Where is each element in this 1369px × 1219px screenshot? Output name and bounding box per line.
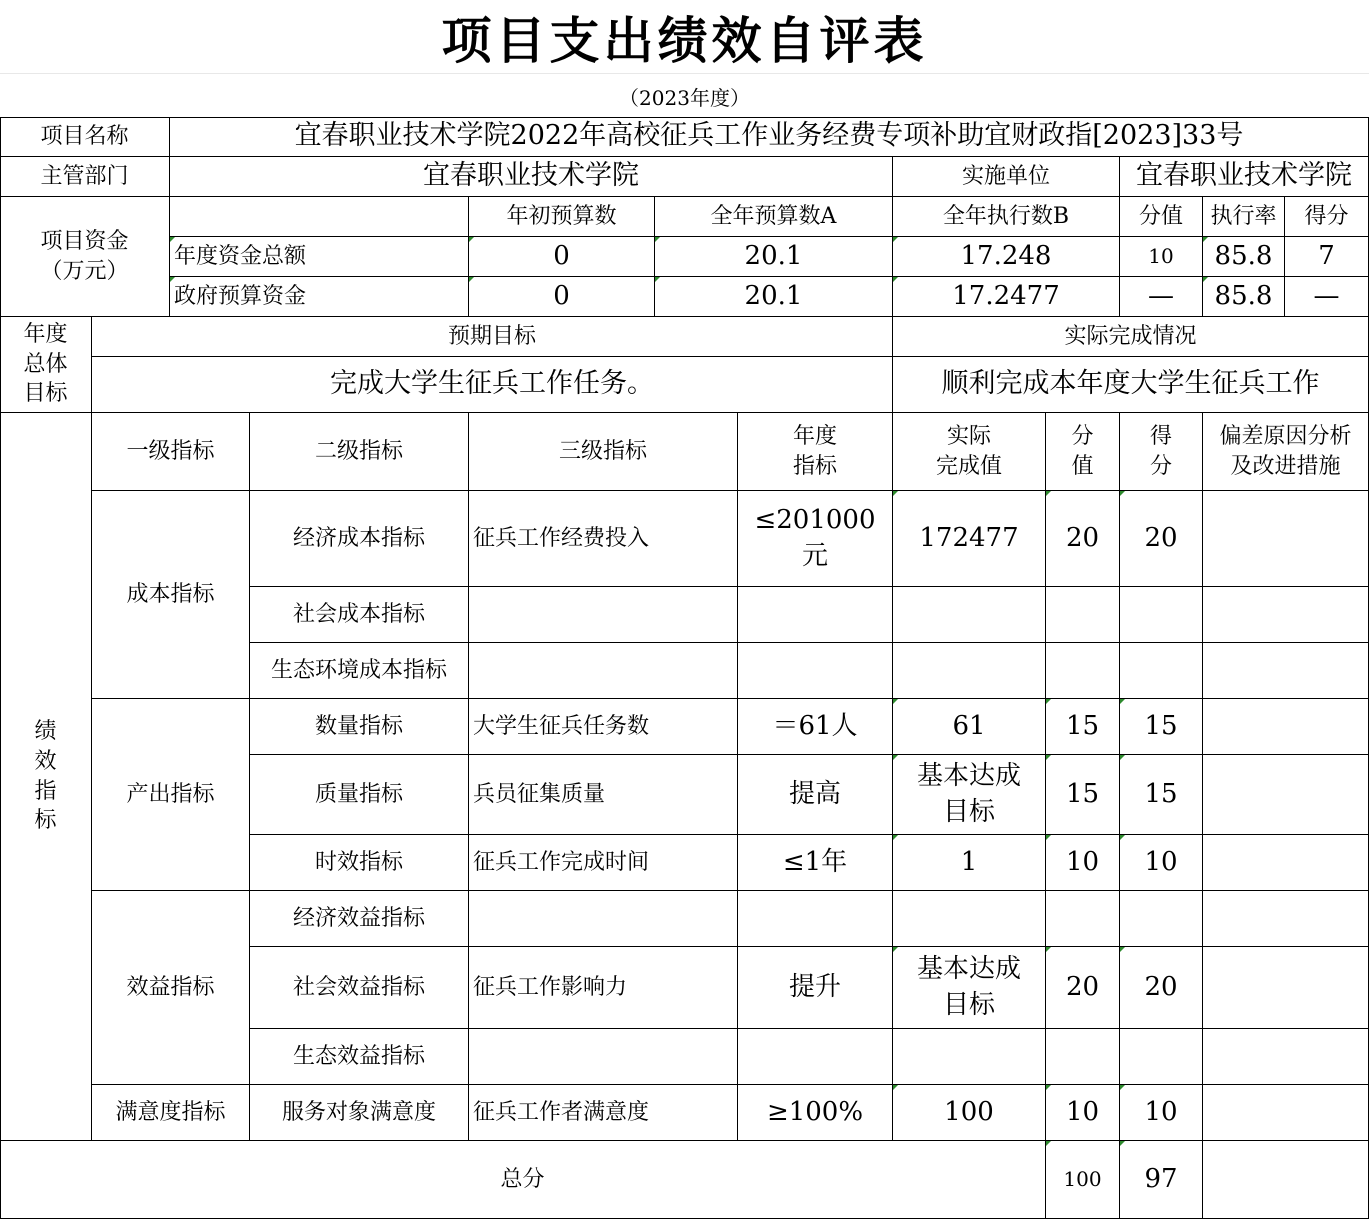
impl-unit-value: 宜春职业技术学院: [1120, 157, 1369, 197]
actual-value: [893, 643, 1046, 699]
annual-target: ＝61人: [738, 699, 893, 755]
total-label: 总分: [0, 1141, 1046, 1219]
actual-label: 实际完成情况: [893, 317, 1369, 357]
funds-rate: 85.8: [1203, 237, 1285, 277]
indicator-header: 得 分: [1120, 413, 1203, 491]
funds-row-label: 政府预算资金: [170, 277, 469, 317]
actual-value: [893, 587, 1046, 643]
funds-executed: 17.248: [893, 237, 1120, 277]
level1-indicator: 产出指标: [92, 699, 250, 891]
level2-indicator: 质量指标: [250, 755, 469, 835]
deviation-note: [1203, 755, 1369, 835]
level1-indicator: 效益指标: [92, 891, 250, 1085]
deviation-note: [1203, 643, 1369, 699]
score-value: 10: [1120, 835, 1203, 891]
annual-target: ≥100%: [738, 1085, 893, 1141]
annual-goal-label: 年度 总体 目标: [0, 317, 92, 413]
funds-executed: 17.2477: [893, 277, 1120, 317]
level1-indicator: 成本指标: [92, 491, 250, 699]
dept-value: 宜春职业技术学院: [170, 157, 893, 197]
level3-indicator: [469, 1029, 738, 1085]
weight-value: 15: [1046, 699, 1120, 755]
funds-rate: 85.8: [1203, 277, 1285, 317]
annual-target: ≤1年: [738, 835, 893, 891]
actual-value: 61: [893, 699, 1046, 755]
funds-header: 年初预算数: [469, 197, 655, 237]
funds-budget: 20.1: [655, 277, 893, 317]
level2-indicator: 生态环境成本指标: [250, 643, 469, 699]
deviation-note: [1203, 1085, 1369, 1141]
funds-header: 执行率: [1203, 197, 1285, 237]
funds-initial: 0: [469, 277, 655, 317]
level3-indicator: 征兵工作影响力: [469, 947, 738, 1029]
deviation-note: [1203, 699, 1369, 755]
indicator-header: 偏差原因分析 及改进措施: [1203, 413, 1369, 491]
weight-value: [1046, 1029, 1120, 1085]
level2-indicator: 社会效益指标: [250, 947, 469, 1029]
weight-value: [1046, 643, 1120, 699]
funds-label: 项目资金 （万元）: [0, 197, 170, 317]
weight-value: 15: [1046, 755, 1120, 835]
annual-target: 提升: [738, 947, 893, 1029]
level3-indicator: 征兵工作完成时间: [469, 835, 738, 891]
annual-target: [738, 643, 893, 699]
score-value: [1120, 643, 1203, 699]
funds-header: 全年执行数B: [893, 197, 1120, 237]
total-score: 97: [1120, 1141, 1203, 1219]
year-label: （2023年度）: [0, 73, 1369, 118]
funds-score: —: [1285, 277, 1369, 317]
funds-weight: 10: [1120, 237, 1203, 277]
score-value: [1120, 1029, 1203, 1085]
project-name-value: 宜春职业技术学院2022年高校征兵工作业务经费专项补助宜财政指[2023]33号: [170, 117, 1369, 157]
level1-indicator: 满意度指标: [92, 1085, 250, 1141]
indicator-header: 三级指标: [469, 413, 738, 491]
impl-unit-label: 实施单位: [893, 157, 1120, 197]
deviation-note: [1203, 1029, 1369, 1085]
funds-weight: —: [1120, 277, 1203, 317]
funds-header: 分值: [1120, 197, 1203, 237]
indicator-header: 年度 指标: [738, 413, 893, 491]
project-name-label: 项目名称: [0, 117, 170, 157]
annual-target: [738, 891, 893, 947]
actual-value: 基本达成 目标: [893, 755, 1046, 835]
level3-indicator: [469, 643, 738, 699]
deviation-note: [1203, 835, 1369, 891]
indicator-header: 一级指标: [92, 413, 250, 491]
actual-value: [893, 1029, 1046, 1085]
actual-value: 基本达成 目标: [893, 947, 1046, 1029]
total-note: [1203, 1141, 1369, 1219]
page-title: 项目支出绩效自评表: [441, 10, 928, 70]
weight-value: 10: [1046, 1085, 1120, 1141]
level2-indicator: 经济成本指标: [250, 491, 469, 587]
actual-goal: 顺利完成本年度大学生征兵工作: [893, 357, 1369, 413]
score-value: 10: [1120, 1085, 1203, 1141]
level3-indicator: [469, 587, 738, 643]
score-value: 20: [1120, 947, 1203, 1029]
annual-target: ≤201000 元: [738, 491, 893, 587]
weight-value: 10: [1046, 835, 1120, 891]
indicator-header: 二级指标: [250, 413, 469, 491]
funds-initial: 0: [469, 237, 655, 277]
indicator-header: 实际 完成值: [893, 413, 1046, 491]
actual-value: 172477: [893, 491, 1046, 587]
funds-header: 得分: [1285, 197, 1369, 237]
deviation-note: [1203, 587, 1369, 643]
score-value: [1120, 587, 1203, 643]
funds-budget: 20.1: [655, 237, 893, 277]
level2-indicator: 生态效益指标: [250, 1029, 469, 1085]
level3-indicator: 征兵工作者满意度: [469, 1085, 738, 1141]
level2-indicator: 服务对象满意度: [250, 1085, 469, 1141]
level3-indicator: [469, 891, 738, 947]
level2-indicator: 时效指标: [250, 835, 469, 891]
deviation-note: [1203, 491, 1369, 587]
expected-goal: 完成大学生征兵工作任务。: [92, 357, 893, 413]
score-value: 20: [1120, 491, 1203, 587]
weight-value: 20: [1046, 947, 1120, 1029]
level2-indicator: 经济效益指标: [250, 891, 469, 947]
score-value: [1120, 891, 1203, 947]
deviation-note: [1203, 891, 1369, 947]
total-weight: 100: [1046, 1141, 1120, 1219]
level3-indicator: 兵员征集质量: [469, 755, 738, 835]
funds-header: 全年预算数A: [655, 197, 893, 237]
annual-target: 提高: [738, 755, 893, 835]
score-value: 15: [1120, 699, 1203, 755]
level2-indicator: 社会成本指标: [250, 587, 469, 643]
deviation-note: [1203, 947, 1369, 1029]
indicator-header: 分 值: [1046, 413, 1120, 491]
annual-target: [738, 587, 893, 643]
annual-target: [738, 1029, 893, 1085]
funds-row-label: 年度资金总额: [170, 237, 469, 277]
actual-value: [893, 891, 1046, 947]
level3-indicator: 大学生征兵任务数: [469, 699, 738, 755]
performance-label: 绩 效 指 标: [0, 413, 92, 1141]
dept-label: 主管部门: [0, 157, 170, 197]
score-value: 15: [1120, 755, 1203, 835]
funds-score: 7: [1285, 237, 1369, 277]
weight-value: 20: [1046, 491, 1120, 587]
weight-value: [1046, 587, 1120, 643]
actual-value: 100: [893, 1085, 1046, 1141]
weight-value: [1046, 891, 1120, 947]
funds-header-blank: [170, 197, 469, 237]
expected-label: 预期目标: [92, 317, 893, 357]
actual-value: 1: [893, 835, 1046, 891]
level3-indicator: 征兵工作经费投入: [469, 491, 738, 587]
level2-indicator: 数量指标: [250, 699, 469, 755]
